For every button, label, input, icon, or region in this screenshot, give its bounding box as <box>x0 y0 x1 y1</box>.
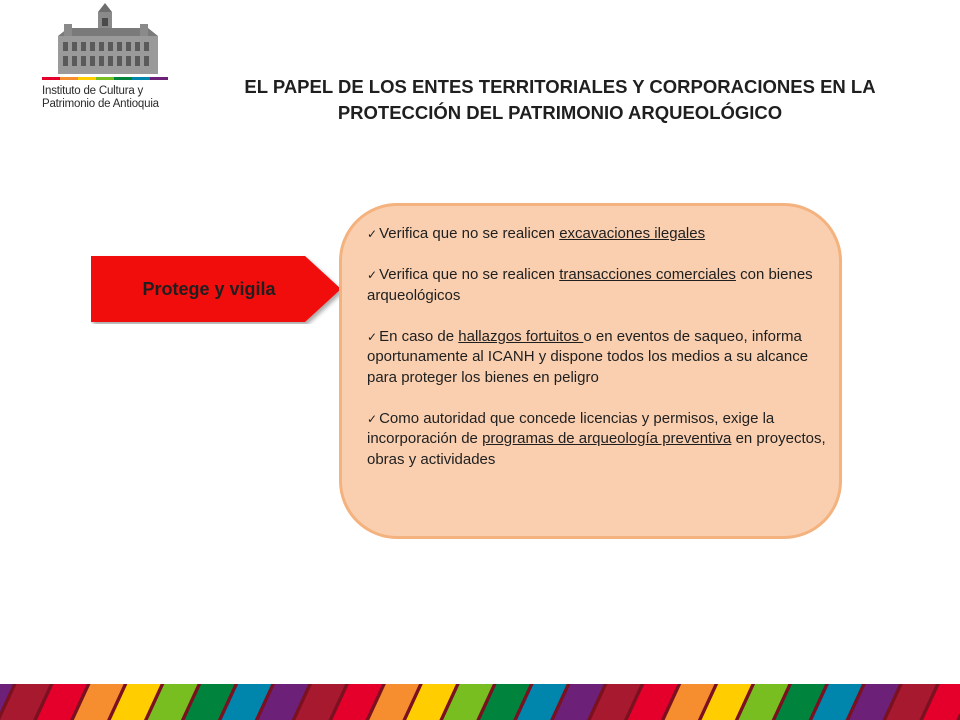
logo-text-line2: Patrimonio de Antioquia <box>42 98 159 110</box>
building-icon <box>36 2 176 84</box>
institute-logo <box>36 2 176 110</box>
bullet-list <box>367 224 827 491</box>
logo-text-line1: Instituto de Cultura y <box>42 85 144 97</box>
checkmark-icon: ✓ <box>367 227 378 241</box>
arrow-label: Protege y vigila <box>142 278 276 299</box>
underlined-term: transacciones comerciales <box>559 266 736 283</box>
underlined-term: hallazgos fortuitos <box>458 327 584 345</box>
underlined-term: excavaciones ilegales <box>559 225 706 242</box>
bullet-item: ✓ Verifica que no se realicen excavaciones ilegales <box>367 225 706 242</box>
bullet-item: ✓ Verifica que no se realicen transacciones comerciales con bienes arqueológicos <box>367 266 813 304</box>
slide-title <box>200 74 920 126</box>
slide-title-line2: PROTECCIÓN DEL PATRIMONIO ARQUEOLÓGICO <box>337 102 783 123</box>
checkmark-icon: ✓ <box>367 268 378 282</box>
bullet-item: ✓ Como autoridad que concede licencias y permisos, exige la incorporación de programas de arqueología preventiva en proyectos, obras y actividades <box>367 409 826 468</box>
pentagon-arrow <box>91 254 345 324</box>
decorative-footer-band <box>0 684 960 720</box>
bullet-item: ✓ En caso de hallazgos fortuitos o en eventos de saqueo, informa oportunamente al ICANH y dispone todos los medios a su alcance para proteger los bienes en peligro <box>367 327 809 386</box>
checkmark-icon: ✓ <box>367 329 378 344</box>
checkmark-icon: ✓ <box>367 411 378 426</box>
underlined-term: programas de arqueología preventiva <box>482 430 732 447</box>
slide-title-line1: EL PAPEL DE LOS ENTES TERRITORIALES Y CORPORACIONES EN LA <box>244 76 876 97</box>
